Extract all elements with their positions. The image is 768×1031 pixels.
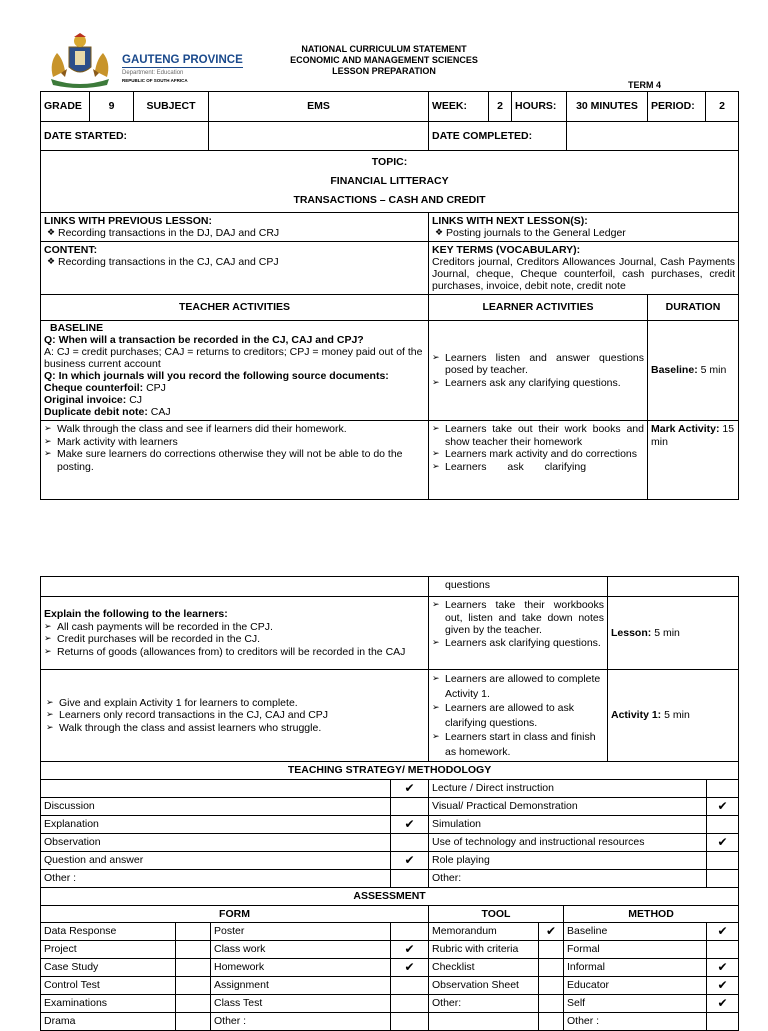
check-icon bbox=[539, 1013, 564, 1031]
strategy-header: TEACHING STRATEGY/ METHODOLOGY bbox=[41, 762, 739, 780]
check-icon bbox=[707, 941, 739, 959]
duration-header: DURATION bbox=[648, 295, 739, 321]
date-completed-value bbox=[567, 122, 739, 151]
strategy-right-label: Visual/ Practical Demonstration bbox=[429, 798, 707, 816]
tool-item: Observation Sheet bbox=[429, 977, 539, 995]
check-icon: ✔ bbox=[707, 959, 739, 977]
week-value: 2 bbox=[489, 92, 512, 122]
form-item: Other : bbox=[211, 1013, 391, 1031]
teacher-activities-header: TEACHER ACTIVITIES bbox=[41, 295, 429, 321]
activity1-teacher-cell bbox=[41, 670, 429, 762]
duration-value: 5 min bbox=[664, 709, 690, 722]
list-item: ➢ Learners ask any clarifying questions. bbox=[432, 377, 644, 390]
baseline-doc-3 bbox=[44, 406, 425, 418]
content-cell bbox=[41, 242, 429, 295]
content-label: CONTENT: bbox=[44, 244, 98, 256]
form-item: Drama bbox=[41, 1013, 176, 1031]
doc-label: Original invoice: bbox=[44, 394, 127, 406]
baseline-answer-1: A: CJ = credit purchases; CAJ = returns to creditors; CPJ = money paid out of the business current account bbox=[44, 346, 423, 370]
hours-label: HOURS: bbox=[512, 92, 567, 122]
key-terms-label: KEY TERMS (VOCABULARY): bbox=[432, 244, 581, 256]
form-item: Homework bbox=[211, 959, 391, 977]
doc-value: CJ bbox=[129, 394, 143, 406]
list-item: ➢ Walk through the class and see if learners did their homework. bbox=[44, 423, 425, 436]
next-lesson-label: LINKS WITH NEXT LESSON(S): bbox=[432, 215, 588, 227]
list-item: ➢ Learners mark activity and do corrections bbox=[432, 448, 644, 461]
method-item: Informal bbox=[564, 959, 707, 977]
check-icon bbox=[391, 798, 429, 816]
strategy-right-label: Simulation bbox=[429, 816, 707, 834]
check-icon bbox=[391, 870, 429, 888]
check-icon bbox=[176, 923, 211, 941]
province-name: GAUTENG PROVINCE bbox=[122, 54, 243, 66]
strategy-left-label: Explanation bbox=[41, 816, 391, 834]
doc-value: CPJ bbox=[146, 382, 166, 394]
previous-lesson-label: LINKS WITH PREVIOUS LESSON: bbox=[44, 215, 213, 227]
method-header: METHOD bbox=[564, 905, 739, 923]
previous-lesson-item: ❖ Recording transactions in the DJ, DAJ and CRJ bbox=[44, 227, 425, 239]
duration-label: Mark Activity: bbox=[651, 423, 720, 435]
baseline-learner-cell bbox=[429, 321, 648, 421]
check-icon bbox=[707, 852, 739, 870]
hours-value: 30 MINUTES bbox=[567, 92, 648, 122]
baseline-question-1: Q: When will a transaction be recorded in the CJ, CAJ and CPJ? bbox=[44, 334, 364, 346]
check-icon bbox=[176, 995, 211, 1013]
form-item: Assignment bbox=[211, 977, 391, 995]
duration-value: 5 min bbox=[700, 364, 727, 377]
date-completed-label: DATE COMPLETED: bbox=[429, 122, 567, 151]
key-terms-text: Creditors journal, Creditors Allowances Journal, Cash Payments Journal, cheque, Cheque counterfoil, cash purchases, credit purchases, invoice, debit note, credit note bbox=[432, 256, 735, 292]
check-icon bbox=[539, 977, 564, 995]
duration-label: Activity 1: bbox=[611, 709, 662, 722]
method-item: Educator bbox=[564, 977, 707, 995]
lesson-title: Explain the following to the learners: bbox=[44, 608, 228, 620]
list-item: ➢ Learners start in class and finish as homework. bbox=[432, 730, 604, 759]
check-icon: ✔ bbox=[707, 834, 739, 852]
check-icon: ✔ bbox=[707, 995, 739, 1013]
continued-duration-cell bbox=[608, 577, 739, 597]
tool-item: Other: bbox=[429, 995, 539, 1013]
strategy-right-label: Lecture / Direct instruction bbox=[429, 780, 707, 798]
check-icon bbox=[707, 780, 739, 798]
title-line: ECONOMIC AND MANAGEMENT SCIENCES bbox=[290, 55, 478, 65]
strategy-left-label bbox=[41, 780, 391, 798]
lesson-table-page-2 bbox=[40, 576, 738, 1031]
list-item: ➢ Mark activity with learners bbox=[44, 436, 425, 449]
method-item: Formal bbox=[564, 941, 707, 959]
check-icon bbox=[391, 1013, 429, 1031]
check-icon bbox=[391, 995, 429, 1013]
check-icon: ✔ bbox=[391, 959, 429, 977]
check-icon bbox=[539, 995, 564, 1013]
strategy-right-label: Other: bbox=[429, 870, 707, 888]
check-icon bbox=[391, 977, 429, 995]
duration-label: Lesson: bbox=[611, 626, 652, 639]
check-icon bbox=[539, 941, 564, 959]
form-item: Class work bbox=[211, 941, 391, 959]
topic-line-1: FINANCIAL LITTERACY bbox=[330, 175, 449, 187]
period-label: PERIOD: bbox=[648, 92, 706, 122]
tool-header: TOOL bbox=[429, 905, 564, 923]
week-label: WEEK: bbox=[429, 92, 489, 122]
period-value: 2 bbox=[706, 92, 739, 122]
duration-label: Baseline: bbox=[651, 364, 698, 377]
form-item: Project bbox=[41, 941, 176, 959]
list-item: ➢ Learners take out their work books and show teacher their homework bbox=[432, 423, 644, 448]
baseline-doc-1 bbox=[44, 382, 425, 394]
check-icon bbox=[176, 1013, 211, 1031]
list-item: ➢ Returns of goods (allowances from) to creditors will be recorded in the CAJ bbox=[44, 646, 425, 659]
check-icon: ✔ bbox=[707, 977, 739, 995]
continued-learner-cell: questions bbox=[429, 577, 608, 597]
assessment-header: ASSESSMENT bbox=[41, 888, 739, 906]
term-label: TERM 4 bbox=[628, 80, 662, 90]
title-line: NATIONAL CURRICULUM STATEMENT bbox=[301, 44, 467, 54]
department-name: Department: Education bbox=[122, 70, 184, 76]
lesson-duration-cell bbox=[608, 597, 739, 670]
check-icon bbox=[391, 923, 429, 941]
check-icon: ✔ bbox=[391, 816, 429, 834]
list-item: ➢ Learners take their workbooks out, listen and take down notes given by the teacher. bbox=[432, 599, 604, 637]
duration-value: 15 min bbox=[651, 423, 735, 448]
check-icon: ✔ bbox=[391, 941, 429, 959]
mark-teacher-cell bbox=[41, 421, 429, 500]
strategy-left-label: Question and answer bbox=[41, 852, 391, 870]
title-line: LESSON PREPARATION bbox=[332, 66, 436, 76]
list-item: ➢ Make sure learners do corrections otherwise they will not be able to do the posting. bbox=[44, 448, 425, 473]
tool-item bbox=[429, 1013, 539, 1031]
content-item: ❖ Recording transactions in the CJ, CAJ and CPJ bbox=[44, 256, 425, 268]
form-item: Case Study bbox=[41, 959, 176, 977]
previous-lesson-cell bbox=[41, 213, 429, 242]
method-item: Self bbox=[564, 995, 707, 1013]
grade-label: GRADE bbox=[41, 92, 90, 122]
baseline-doc-2 bbox=[44, 394, 425, 406]
baseline-question-2: Q: In which journals will you record the following source documents: bbox=[44, 370, 389, 382]
date-started-label: DATE STARTED: bbox=[41, 122, 209, 151]
continued-teacher-cell bbox=[41, 577, 429, 597]
form-item: Examinations bbox=[41, 995, 176, 1013]
baseline-duration-cell bbox=[648, 321, 739, 421]
check-icon: ✔ bbox=[707, 798, 739, 816]
form-item: Class Test bbox=[211, 995, 391, 1013]
list-item: ➢ Learners are allowed to complete Activity 1. bbox=[432, 672, 604, 701]
list-item: ➢ All cash payments will be recorded in the CPJ. bbox=[44, 621, 425, 634]
list-item: ➢ Learners ask clarifying questions. bbox=[432, 637, 604, 650]
lesson-teacher-cell bbox=[41, 597, 429, 670]
form-header: FORM bbox=[41, 905, 429, 923]
duration-value: 5 min bbox=[654, 626, 680, 639]
list-item: ➢ Walk through the class and assist learners who struggle. bbox=[46, 722, 425, 735]
list-item: ➢ Credit purchases will be recorded in the CJ. bbox=[44, 633, 425, 646]
lesson-table-page-1 bbox=[40, 91, 738, 500]
topic-cell bbox=[41, 151, 739, 213]
subject-value: EMS bbox=[209, 92, 429, 122]
tool-item: Checklist bbox=[429, 959, 539, 977]
tool-item: Memorandum bbox=[429, 923, 539, 941]
topic-line-2: TRANSACTIONS – CASH AND CREDIT bbox=[293, 194, 486, 206]
doc-label: Duplicate debit note: bbox=[44, 406, 148, 418]
mark-duration-cell bbox=[648, 421, 739, 500]
check-icon bbox=[176, 977, 211, 995]
check-icon bbox=[707, 816, 739, 834]
date-started-value bbox=[209, 122, 429, 151]
topic-label: TOPIC: bbox=[371, 156, 408, 168]
next-lesson-cell bbox=[429, 213, 739, 242]
next-lesson-item: ❖ Posting journals to the General Ledger bbox=[432, 227, 735, 239]
check-icon: ✔ bbox=[391, 780, 429, 798]
check-icon bbox=[391, 834, 429, 852]
check-icon: ✔ bbox=[539, 923, 564, 941]
list-item: ➢ Learners listen and answer questions posed by teacher. bbox=[432, 352, 644, 377]
check-icon bbox=[707, 870, 739, 888]
list-item: ➢ Learners are allowed to ask clarifying questions. bbox=[432, 701, 604, 730]
method-item: Other : bbox=[564, 1013, 707, 1031]
check-icon bbox=[176, 941, 211, 959]
republic-name: REPUBLIC OF SOUTH AFRICA bbox=[122, 78, 188, 83]
check-icon bbox=[707, 1013, 739, 1031]
list-item: ➢ Learners only record transactions in the CJ, CAJ and CPJ bbox=[46, 709, 425, 722]
learner-activities-header: LEARNER ACTIVITIES bbox=[429, 295, 648, 321]
list-item: ➢ Learners ask clarifying bbox=[432, 461, 644, 474]
check-icon bbox=[539, 959, 564, 977]
mark-learner-cell bbox=[429, 421, 648, 500]
activity1-duration-cell bbox=[608, 670, 739, 762]
check-icon bbox=[176, 959, 211, 977]
method-item: Baseline bbox=[564, 923, 707, 941]
subject-label: SUBJECT bbox=[134, 92, 209, 122]
baseline-title: BASELINE bbox=[50, 322, 104, 334]
doc-value: CAJ bbox=[150, 406, 171, 418]
baseline-teacher-cell bbox=[41, 321, 429, 421]
strategy-right-label: Use of technology and instructional resources bbox=[429, 834, 707, 852]
strategy-left-label: Observation bbox=[41, 834, 391, 852]
form-item: Data Response bbox=[41, 923, 176, 941]
strategy-left-label: Other : bbox=[41, 870, 391, 888]
form-item: Control Test bbox=[41, 977, 176, 995]
strategy-right-label: Role playing bbox=[429, 852, 707, 870]
activity1-learner-cell bbox=[429, 670, 608, 762]
list-item: ➢ Give and explain Activity 1 for learners to complete. bbox=[46, 697, 425, 710]
key-terms-cell bbox=[429, 242, 739, 295]
check-icon: ✔ bbox=[707, 923, 739, 941]
grade-value: 9 bbox=[90, 92, 134, 122]
doc-label: Cheque counterfoil: bbox=[44, 382, 144, 394]
lesson-learner-cell bbox=[429, 597, 608, 670]
tool-item: Rubric with criteria bbox=[429, 941, 539, 959]
document-title bbox=[0, 44, 768, 77]
check-icon: ✔ bbox=[391, 852, 429, 870]
form-item: Poster bbox=[211, 923, 391, 941]
strategy-left-label: Discussion bbox=[41, 798, 391, 816]
